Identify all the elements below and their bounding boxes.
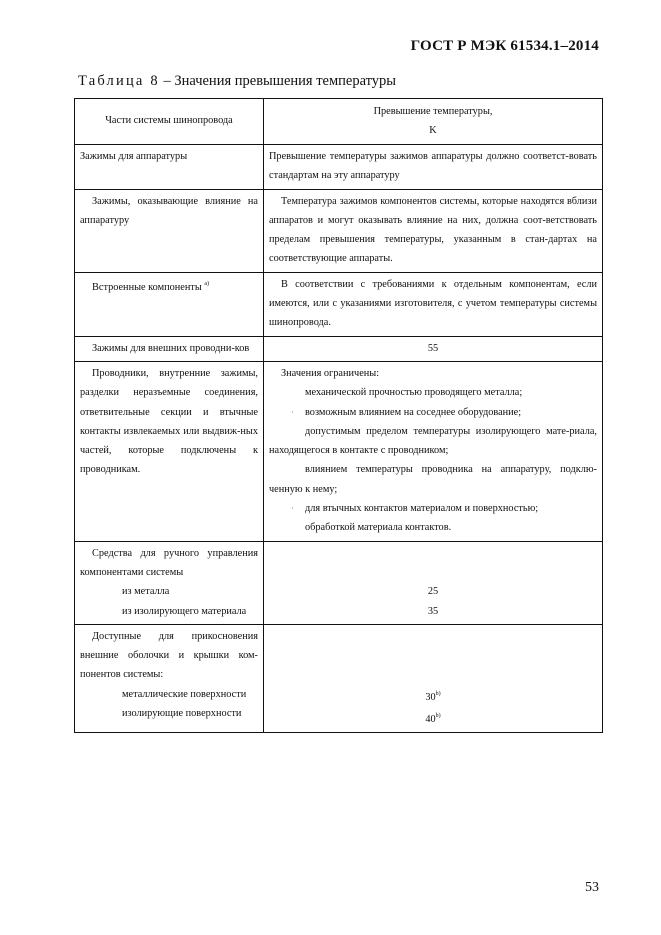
row5-item3: допустимым пределом температуры изолирующего мате-риала, находящегося в контакте с проводником; <box>269 425 597 457</box>
row5-item5: для втычных контактов материалом и поверхностью; <box>305 503 539 515</box>
row7-sub1-value-line <box>269 685 597 707</box>
row6-sub1: из металла <box>122 586 170 598</box>
row5-item6: обработкой материала контактов. <box>305 522 452 534</box>
list-item <box>269 499 597 518</box>
table-row <box>75 624 603 732</box>
page-number: 53 <box>585 880 599 895</box>
row5-item1: механической прочностью проводящего металла; <box>305 387 523 399</box>
table-label: Таблица 8 <box>78 73 160 89</box>
row6-values <box>264 541 603 624</box>
table-row <box>75 145 603 190</box>
header-col-temp-unit: K <box>429 125 437 136</box>
row2-value: Температура зажимов компонентов системы, которые находятся вблизи аппаратов и могут оказывать влияние на них, должна соот-ветствовать пределам превышения температуры, указанным в стан-дартах на соответствующие аппараты. <box>264 189 603 272</box>
row3-part-text: Встроенные компоненты <box>92 281 202 293</box>
temperature-rise-table <box>74 98 603 733</box>
table-title-text: Значения превышения температуры <box>174 73 397 89</box>
row5-intro: Значения ограничены: <box>281 367 380 379</box>
list-item <box>269 383 597 402</box>
list-item <box>269 403 597 422</box>
table-header-row <box>75 99 603 145</box>
document-header: ГОСТ Р МЭК 61534.1–2014 <box>410 38 599 54</box>
row7-sub1-value: 30 <box>425 691 436 703</box>
row1-part: Зажимы для аппаратуры <box>75 145 264 190</box>
row5-part: Проводники, внутренние зажимы, разделки неразъемные соединения, ответвительные секции и втычные контакты извлекаемых или выдвиж-ных частей, которые подключены к проводникам. <box>75 361 264 541</box>
footnote-a-marker: a) <box>204 280 210 287</box>
table-row <box>75 361 603 541</box>
row6-sub2: из изолирующего материала <box>122 605 247 617</box>
header-col-temp-line1: Превышение температуры, <box>373 105 493 117</box>
table-title-dash: – <box>159 73 175 89</box>
list-item <box>269 460 597 499</box>
row7-values <box>264 624 603 732</box>
row7-title: Доступные для прикосновения внешние оболочки и крышки ком-понентов системы: <box>80 630 258 681</box>
table-row <box>75 336 603 361</box>
table-row <box>75 541 603 624</box>
table-title <box>78 73 396 90</box>
row6-part <box>75 541 264 624</box>
row7-sub2: изолирующие поверхности <box>122 708 242 720</box>
footnote-b-marker: b) <box>435 690 441 697</box>
row3-part <box>75 272 264 336</box>
row7-sub2-value: 40 <box>425 714 436 726</box>
table-row <box>75 272 603 336</box>
row5-item2: возможным влиянием на соседнее оборудование; <box>305 406 522 418</box>
row4-value: 55 <box>264 336 603 361</box>
row2-part: Зажимы, оказывающие влияние на аппаратуру <box>75 189 264 272</box>
table-row <box>75 189 603 272</box>
bullet-icon: · <box>291 503 294 514</box>
row7-sub2-value-line <box>269 707 597 729</box>
list-item <box>269 422 597 461</box>
row7-sub1: металлические поверхности <box>122 688 247 700</box>
row6-sub1-value: 25 <box>427 586 439 598</box>
row6-sub2-value: 35 <box>427 605 439 617</box>
row7-part <box>75 624 264 732</box>
row5-item4: влиянием температуры проводника на аппаратуру, подклю-ченную к нему; <box>269 464 597 495</box>
row6-title: Средства для ручного управления компонентами системы <box>80 547 258 578</box>
row4-part: Зажимы для внешних проводни-ков <box>75 336 264 361</box>
bullet-icon: · <box>291 406 294 417</box>
footnote-b-marker: b) <box>435 713 441 720</box>
list-item <box>269 518 597 537</box>
row3-value: В соответствии с требованиями к отдельным компонентам, если имеются, или с указаниями изготовителя, с учетом температуры системы шинопровода. <box>264 272 603 336</box>
header-col-parts <box>75 99 264 145</box>
header-col-temp <box>264 99 603 145</box>
row5-value <box>264 361 603 541</box>
row1-value: Превышение температуры зажимов аппаратуры должно соответст-вовать стандартам на эту аппаратуру <box>264 145 603 190</box>
header-col-parts-text: Части системы шинопровода <box>105 115 233 127</box>
